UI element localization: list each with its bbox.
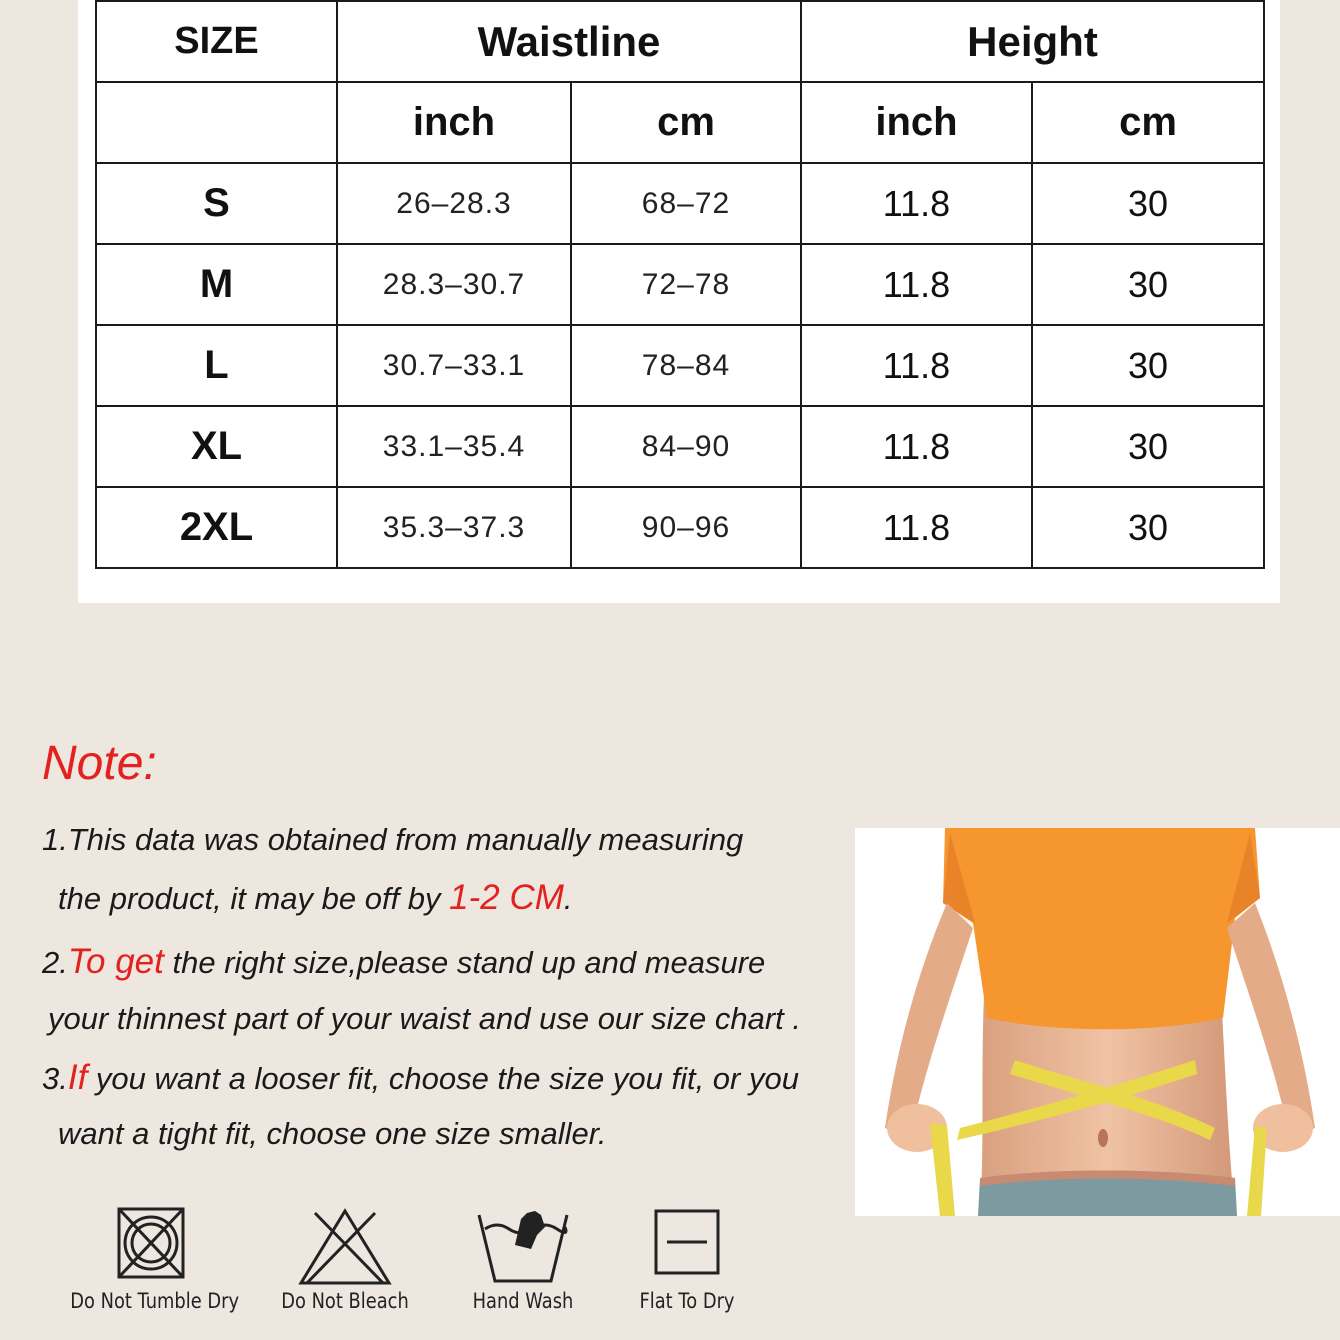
height-cm-header: cm <box>1032 82 1264 163</box>
height-inch-cell: 11.8 <box>801 487 1032 568</box>
hand-wash-icon <box>475 1205 571 1285</box>
waist-inch-cell: 35.3–37.3 <box>337 487 571 568</box>
note-text: 2. <box>42 945 68 980</box>
waist-cm-cell: 84–90 <box>571 406 801 487</box>
height-cm-cell: 30 <box>1032 163 1264 244</box>
height-inch-cell: 11.8 <box>801 325 1032 406</box>
care-label: Flat To Dry <box>639 1289 735 1313</box>
table-row <box>96 163 1264 244</box>
note-text: . <box>563 881 573 916</box>
size-cell: M <box>96 244 337 325</box>
note-highlight: 1-2 CM <box>449 878 564 917</box>
units-row <box>96 82 1264 163</box>
note-line-1 <box>42 822 743 858</box>
note-highlight: To get <box>67 942 164 981</box>
waist-inch-header: inch <box>337 82 571 163</box>
care-label: Hand Wash <box>472 1289 574 1313</box>
height-inch-header: inch <box>801 82 1032 163</box>
waist-measuring-photo <box>855 828 1340 1216</box>
flat-to-dry-icon <box>652 1205 722 1277</box>
size-chart-panel <box>78 0 1280 603</box>
note-line-2b <box>48 1001 801 1037</box>
height-cm-cell: 30 <box>1032 406 1264 487</box>
note-text: your thinnest part of your waist and use our size chart . <box>48 1001 801 1036</box>
note-line-3b <box>58 1116 607 1152</box>
table-header-row <box>96 1 1264 82</box>
size-chart-table <box>95 0 1265 569</box>
waist-cm-cell: 78–84 <box>571 325 801 406</box>
care-hand-wash <box>428 1205 618 1313</box>
note-line-1b <box>58 878 573 918</box>
size-cell: XL <box>96 406 337 487</box>
waist-inch-cell: 28.3–30.7 <box>337 244 571 325</box>
do-not-tumble-dry-icon <box>115 1205 187 1281</box>
care-do-not-bleach <box>250 1205 440 1313</box>
height-cm-cell: 30 <box>1032 244 1264 325</box>
height-cm-cell: 30 <box>1032 487 1264 568</box>
units-empty-cell <box>96 82 337 163</box>
waist-inch-cell: 30.7–33.1 <box>337 325 571 406</box>
waist-cm-cell: 72–78 <box>571 244 801 325</box>
note-text: the right size,please stand up and measure <box>163 945 766 980</box>
size-cell: 2XL <box>96 487 337 568</box>
care-do-not-tumble-dry <box>56 1205 246 1313</box>
note-highlight: If <box>67 1058 88 1097</box>
height-cm-cell: 30 <box>1032 325 1264 406</box>
note-text: 1.This data was obtained from manually measuring <box>42 822 744 857</box>
note-line-3 <box>42 1058 799 1098</box>
waistline-header: Waistline <box>337 1 801 82</box>
waist-cm-header: cm <box>571 82 801 163</box>
waist-inch-cell: 33.1–35.4 <box>337 406 571 487</box>
height-inch-cell: 11.8 <box>801 406 1032 487</box>
do-not-bleach-icon <box>297 1205 393 1287</box>
note-title: Note: <box>42 737 157 790</box>
table-row <box>96 487 1264 568</box>
height-header: Height <box>801 1 1264 82</box>
height-inch-cell: 11.8 <box>801 163 1032 244</box>
table-row <box>96 406 1264 487</box>
table-row <box>96 325 1264 406</box>
size-header: SIZE <box>96 1 337 82</box>
waist-inch-cell: 26–28.3 <box>337 163 571 244</box>
note-text: want a tight fit, choose one size smaller. <box>58 1116 607 1151</box>
table-row <box>96 244 1264 325</box>
waist-cm-cell: 90–96 <box>571 487 801 568</box>
care-flat-to-dry <box>592 1205 782 1313</box>
note-text: you want a looser fit, choose the size you fit, or you <box>87 1061 799 1096</box>
waist-measuring-illustration <box>855 828 1340 1216</box>
care-label: Do Not Tumble Dry <box>70 1289 240 1313</box>
size-cell: S <box>96 163 337 244</box>
care-label: Do Not Bleach <box>281 1289 409 1313</box>
note-text: 3. <box>42 1061 68 1096</box>
height-inch-cell: 11.8 <box>801 244 1032 325</box>
note-line-2 <box>42 942 765 982</box>
note-text: the product, it may be off by <box>58 881 450 916</box>
size-cell: L <box>96 325 337 406</box>
waist-cm-cell: 68–72 <box>571 163 801 244</box>
